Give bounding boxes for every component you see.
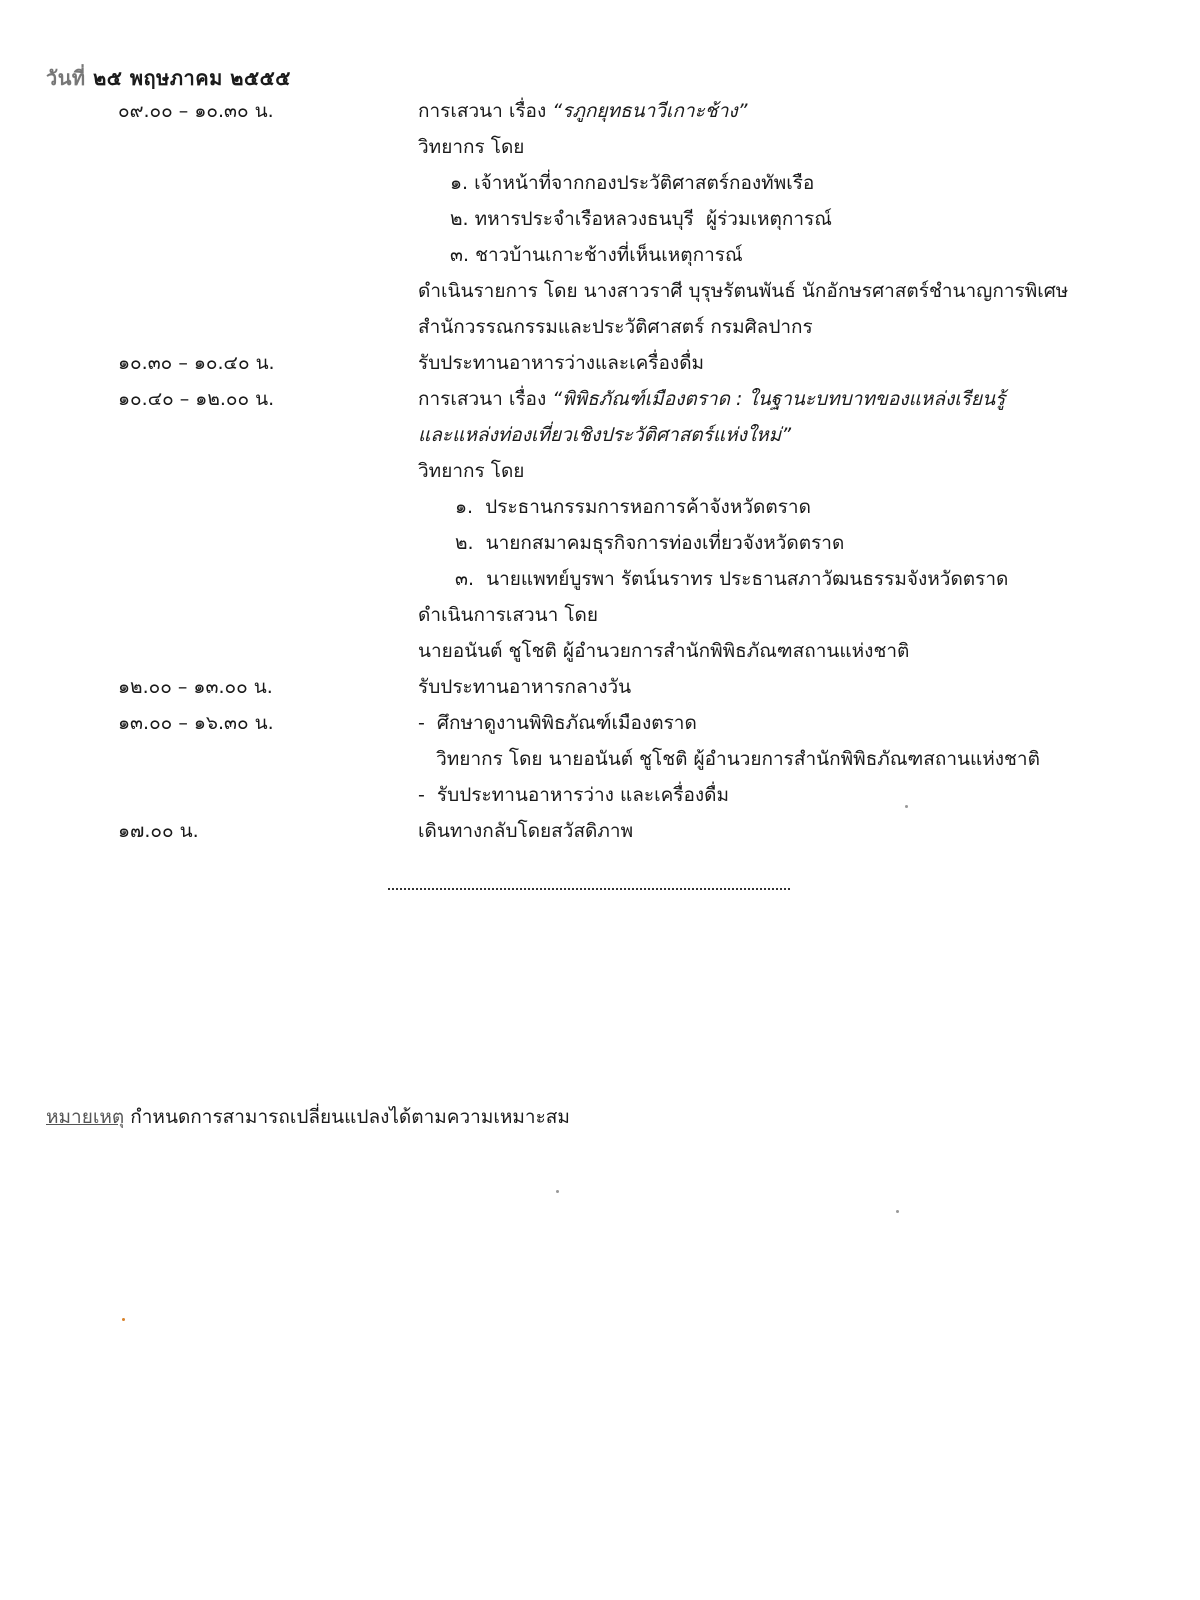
line-text: รับประทานอาหารกลางวัน	[418, 676, 632, 698]
line-text: วิทยากร โดย	[418, 460, 525, 482]
schedule-time: ๑๒.๐๐ – ๑๓.๐๐ น.	[118, 676, 273, 698]
schedule-line	[418, 638, 909, 664]
line-text: ดำเนินรายการ โดย นางสาวราศี บุรุษรัตนพันธ์ นักอักษรศาสตร์ชำนาญการพิเศษ	[418, 280, 1069, 302]
schedule-line	[418, 746, 1040, 772]
line-text: - ศึกษาดูงานพิพิธภัณฑ์เมืองตราด	[418, 712, 697, 734]
dotted-separator	[388, 888, 790, 890]
topic-title: “รภูกยุทธนาวีเกาะช้าง”	[552, 100, 748, 122]
scan-speck	[556, 1190, 559, 1193]
schedule-line	[418, 710, 697, 736]
remark-note	[46, 1104, 570, 1130]
schedule-line	[418, 134, 524, 160]
line-text: วิทยากร โดย นายอนันต์ ชูโชติ ผู้อำนวยการสำนักพิพิธภัณฑสถานแห่งชาติ	[418, 748, 1040, 770]
schedule-line	[418, 782, 729, 808]
schedule-line	[418, 98, 747, 124]
schedule-line	[455, 530, 844, 556]
schedule-time: ๑๓.๐๐ – ๑๖.๓๐ น.	[118, 712, 274, 734]
schedule-line	[450, 170, 814, 196]
schedule-time: ๑๐.๔๐ – ๑๒.๐๐ น.	[118, 388, 275, 410]
schedule-time: ๑๐.๓๐ – ๑๐.๔๐ น.	[118, 352, 275, 374]
schedule-line	[418, 674, 631, 700]
schedule-line	[418, 422, 791, 448]
schedule-line	[418, 314, 813, 340]
line-text: วิทยากร โดย	[418, 136, 525, 158]
schedule-line	[450, 242, 743, 268]
schedule-line	[418, 458, 524, 484]
scan-speck	[896, 1210, 899, 1213]
line-text: ๒. นายกสมาคมธุรกิจการท่องเที่ยวจังหวัดตราด	[455, 532, 845, 554]
topic-title: “พิพิธภัณฑ์เมืองตราด : ในฐานะบทบาทของแหล่งเรียนรู้	[552, 388, 1006, 410]
schedule-line	[450, 206, 832, 232]
schedule-line	[418, 386, 1005, 412]
schedule-time: ๑๗.๐๐ น.	[118, 820, 199, 842]
schedule-line	[418, 350, 704, 376]
line-prefix: การเสวนา เรื่อง	[418, 388, 553, 410]
line-text: เดินทางกลับโดยสวัสดิภาพ	[418, 820, 634, 842]
date-heading-prefix: วันที่	[46, 66, 86, 90]
date-heading-date: ๒๕ พฤษภาคม ๒๕๕๕	[93, 66, 291, 90]
line-text: ๒. ทหารประจำเรือหลวงธนบุรี ผู้ร่วมเหตุการณ์	[450, 208, 832, 230]
schedule-line	[418, 818, 633, 844]
remark-label: หมายเหตุ	[46, 1106, 125, 1128]
line-text: ๓. นายแพทย์บูรพา รัตน์นราทร ประธานสภาวัฒนธรรมจังหวัดตราด	[455, 568, 1009, 590]
scan-speck	[122, 1318, 125, 1321]
line-text: ๓. ชาวบ้านเกาะช้างที่เห็นเหตุการณ์	[450, 244, 743, 266]
schedule-line	[418, 602, 598, 628]
date-heading	[46, 62, 291, 94]
line-text: นายอนันต์ ชูโชติ ผู้อำนวยการสำนักพิพิธภัณฑสถานแห่งชาติ	[418, 640, 910, 662]
remark-text: กำหนดการสามารถเปลี่ยนแปลงได้ตามความเหมาะสม	[124, 1106, 570, 1128]
line-text: ๑. เจ้าหน้าที่จากกองประวัติศาสตร์กองทัพเรือ	[450, 172, 815, 194]
scan-speck	[905, 805, 908, 808]
line-text: ดำเนินการเสวนา โดย	[418, 604, 598, 626]
schedule-line	[455, 494, 811, 520]
line-text: รับประทานอาหารว่างและเครื่องดื่ม	[418, 352, 705, 374]
line-text: สำนักวรรณกรรมและประวัติศาสตร์ กรมศิลปากร	[418, 316, 813, 338]
line-text: ๑. ประธานกรรมการหอการค้าจังหวัดตราด	[455, 496, 811, 518]
schedule-line	[455, 566, 1008, 592]
topic-title: และแหล่งท่องเที่ยวเชิงประวัติศาสตร์แห่งใหม่”	[418, 424, 792, 446]
schedule-time: ๐๙.๐๐ – ๑๐.๓๐ น.	[118, 100, 274, 122]
schedule-line	[418, 278, 1068, 304]
line-prefix: การเสวนา เรื่อง	[418, 100, 553, 122]
line-text: - รับประทานอาหารว่าง และเครื่องดื่ม	[418, 784, 730, 806]
